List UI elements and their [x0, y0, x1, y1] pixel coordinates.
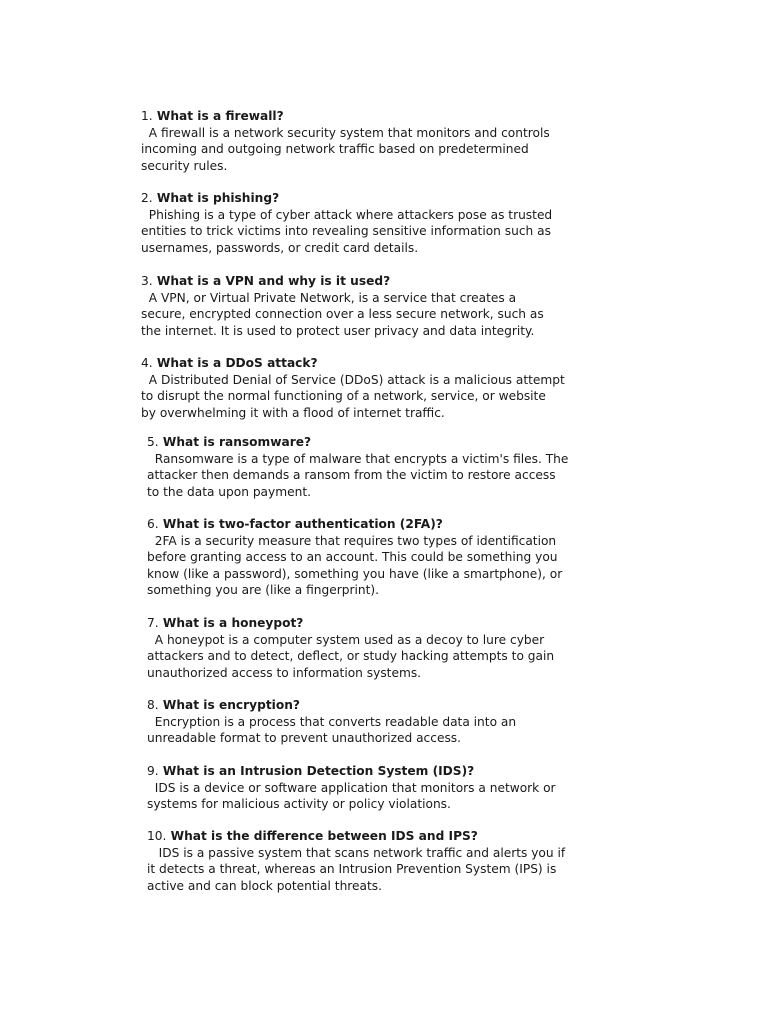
question-text: What is encryption?	[162, 698, 300, 712]
answer-line: something you are (like a fingerprint).	[147, 583, 380, 597]
answer-line: the internet. It is used to protect user privacy and data integrity.	[141, 323, 535, 338]
question-heading	[141, 190, 561, 207]
answer-text	[147, 780, 567, 813]
answer-line: attacker then demands a ransom from the victim to restore access	[147, 468, 556, 482]
question-heading	[147, 828, 567, 845]
question-text: What is a VPN and why is it used?	[156, 274, 391, 288]
question-number: 5.	[147, 435, 159, 449]
question-number: 3.	[141, 274, 153, 288]
question-text: What is an Intrusion Detection System (IDS)?	[162, 764, 475, 778]
answer-line: unreadable format to prevent unauthorized access.	[147, 731, 462, 745]
answer-line: secure, encrypted connection over a less secure network, such as	[141, 307, 544, 321]
answer-line: A firewall is a network security system that monitors and controls	[141, 125, 550, 140]
answer-line: entities to trick victims into revealing sensitive information such as	[141, 224, 551, 238]
question-number: 10.	[147, 829, 167, 843]
qa-item-4	[141, 355, 565, 421]
qa-item-8	[147, 697, 567, 747]
answer-line: incoming and outgoing network traffic based on predetermined	[141, 142, 529, 156]
answer-line: to disrupt the normal functioning of a network, service, or website	[141, 389, 546, 403]
question-heading	[141, 355, 561, 372]
answer-text	[147, 533, 567, 599]
question-number: 6.	[147, 517, 159, 531]
answer-text	[141, 125, 561, 175]
question-heading	[141, 273, 561, 290]
question-text: What is a honeypot?	[162, 616, 304, 630]
answer-text	[141, 290, 561, 340]
question-number: 4.	[141, 356, 153, 370]
answer-line: Encryption is a process that converts readable data into an	[147, 714, 517, 729]
qa-item-7	[147, 615, 567, 681]
answer-line: IDS is a device or software application that monitors a network or	[147, 780, 556, 795]
question-number: 8.	[147, 698, 159, 712]
qa-item-1	[141, 108, 561, 174]
answer-line: it detects a threat, whereas an Intrusion Prevention System (IPS) is	[147, 862, 557, 876]
answer-line: before granting access to an account. This could be something you	[147, 550, 558, 564]
answer-line: usernames, passwords, or credit card details.	[141, 240, 419, 255]
answer-line: IDS is a passive system that scans network traffic and alerts you if	[147, 845, 566, 860]
question-heading	[141, 108, 561, 125]
question-text: What is two-factor authentication (2FA)?	[162, 517, 443, 531]
question-number: 2.	[141, 191, 153, 205]
answer-line: A Distributed Denial of Service (DDoS) attack is a malicious attempt	[141, 372, 565, 387]
qa-item-2	[141, 190, 561, 256]
question-text: What is a DDoS attack?	[156, 356, 318, 370]
answer-text	[147, 845, 567, 895]
answer-line: systems for malicious activity or policy violations.	[147, 797, 451, 811]
answer-line: A honeypot is a computer system used as a decoy to lure cyber	[147, 632, 545, 647]
question-number: 7.	[147, 616, 159, 630]
qa-item-5	[147, 434, 567, 500]
answer-line: unauthorized access to information systems.	[147, 665, 422, 680]
answer-text	[141, 372, 565, 422]
answer-text	[147, 632, 567, 682]
question-number: 1.	[141, 109, 153, 123]
answer-line: know (like a password), something you have (like a smartphone), or	[147, 566, 563, 581]
qa-item-6	[147, 516, 567, 599]
question-text: What is the difference between IDS and IPS?	[170, 829, 478, 843]
qa-item-10	[147, 828, 567, 894]
question-heading	[147, 763, 567, 780]
answer-line: 2FA is a security measure that requires two types of identification	[147, 533, 557, 548]
answer-line: Phishing is a type of cyber attack where attackers pose as trusted	[141, 207, 553, 222]
answer-text	[147, 714, 567, 747]
qa-item-9	[147, 763, 567, 813]
question-heading	[147, 434, 567, 451]
answer-text	[141, 207, 561, 257]
answer-line: A VPN, or Virtual Private Network, is a service that creates a	[141, 290, 517, 305]
question-heading	[147, 516, 567, 533]
question-text: What is phishing?	[156, 191, 280, 205]
question-heading	[147, 615, 567, 632]
answer-line: attackers and to detect, deflect, or study hacking attempts to gain	[147, 649, 555, 663]
answer-line: active and can block potential threats.	[147, 878, 383, 893]
question-number: 9.	[147, 764, 159, 778]
question-heading	[147, 697, 567, 714]
question-text: What is a firewall?	[156, 109, 284, 123]
question-text: What is ransomware?	[162, 435, 312, 449]
answer-text	[147, 451, 567, 501]
answer-line: security rules.	[141, 158, 228, 173]
answer-line: by overwhelming it with a flood of internet traffic.	[141, 405, 445, 420]
qa-item-3	[141, 273, 561, 339]
answer-line: Ransomware is a type of malware that encrypts a victim's files. The	[147, 451, 569, 466]
answer-line: to the data upon payment.	[147, 484, 311, 499]
